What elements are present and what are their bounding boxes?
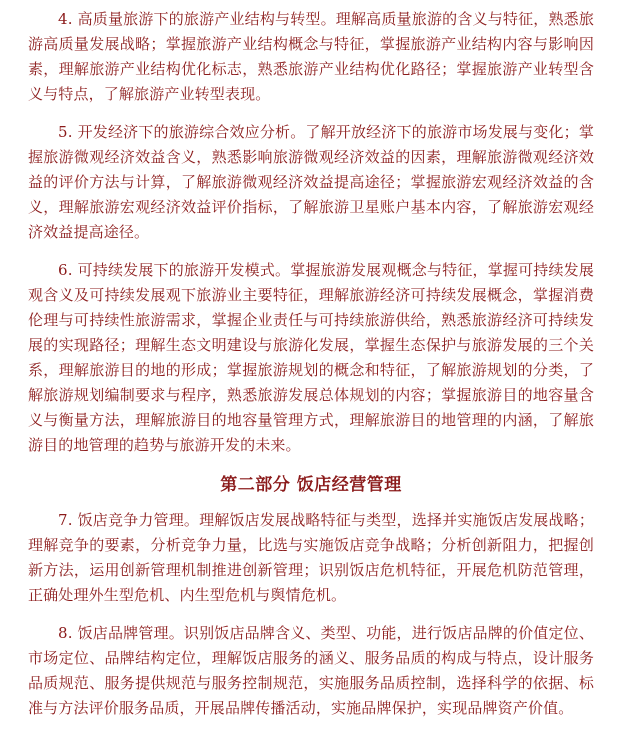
paragraph-5: 5. 开发经济下的旅游综合效应分析。了解开放经济下的旅游市场发展与变化；掌握旅游微观经济效益含义，熟悉影响旅游微观经济效益的因素，理解旅游微观经济效益的评价方法与计算，了解旅游微观经济效益提高途径；掌握旅游宏观经济效益的含义，理解旅游宏观经济效益评价指标，了解旅游卫星账户基本内容，了解旅游宏观经济效益提高途径。: [28, 123, 594, 241]
paragraph-7: 7. 饭店竞争力管理。理解饭店发展战略特征与类型，选择并实施饭店发展战略；理解竞争的要素，分析竞争力量，比选与实施饭店竞争战略；分析创新阻力，把握创新方法，运用创新管理机制推进创新管理；识别饭店危机特征，开展危机防范管理，正确处理外生型危机、内生型危机与舆情危机。: [28, 511, 594, 604]
paragraph-4: 4. 高质量旅游下的旅游产业结构与转型。理解高质量旅游的含义与特征，熟悉旅游高质量发展战略；掌握旅游产业结构概念与特征，掌握旅游产业结构内容与影响因素，理解旅游产业结构优化标志，熟悉旅游产业结构优化路径；掌握旅游产业转型含义与特点，了解旅游产业转型表现。: [28, 10, 594, 103]
section-title: 第二部分 饭店经营管理: [220, 475, 402, 495]
paragraph-8: 8. 饭店品牌管理。识别饭店品牌含义、类型、功能，进行饭店品牌的价值定位、市场定位、品牌结构定位，理解饭店服务的涵义、服务品质的构成与特点，设计服务品质规范、服务提供规范与服务控制规范，实施服务品质控制，选择科学的依据、标准与方法评价服务品质，开展品牌传播活动，实施品牌保护，实现品牌资产价值。: [28, 624, 594, 717]
paragraph-6: 6. 可持续发展下的旅游开发模式。掌握旅游发展观概念与特征，掌握可持续发展观含义及可持续发展观下旅游业主要特征，理解旅游经济可持续发展概念，掌握消费伦理与可持续性旅游需求，掌握企业责任与可持续旅游供给，熟悉旅游经济可持续发展的实现路径；理解生态文明建设与旅游化发展，掌握生态保护与旅游发展的三个关系，理解旅游目的地的形成；掌握旅游规划的概念和特征，了解旅游规划的分类，了解旅游规划编制要求与程序，熟悉旅游发展总体规划的内容；掌握旅游目的地容量含义与衡量方法，理解旅游目的地容量管理方式，理解旅游目的地管理的内涵，了解旅游目的地管理的趋势与旅游开发的未来。: [28, 261, 594, 454]
